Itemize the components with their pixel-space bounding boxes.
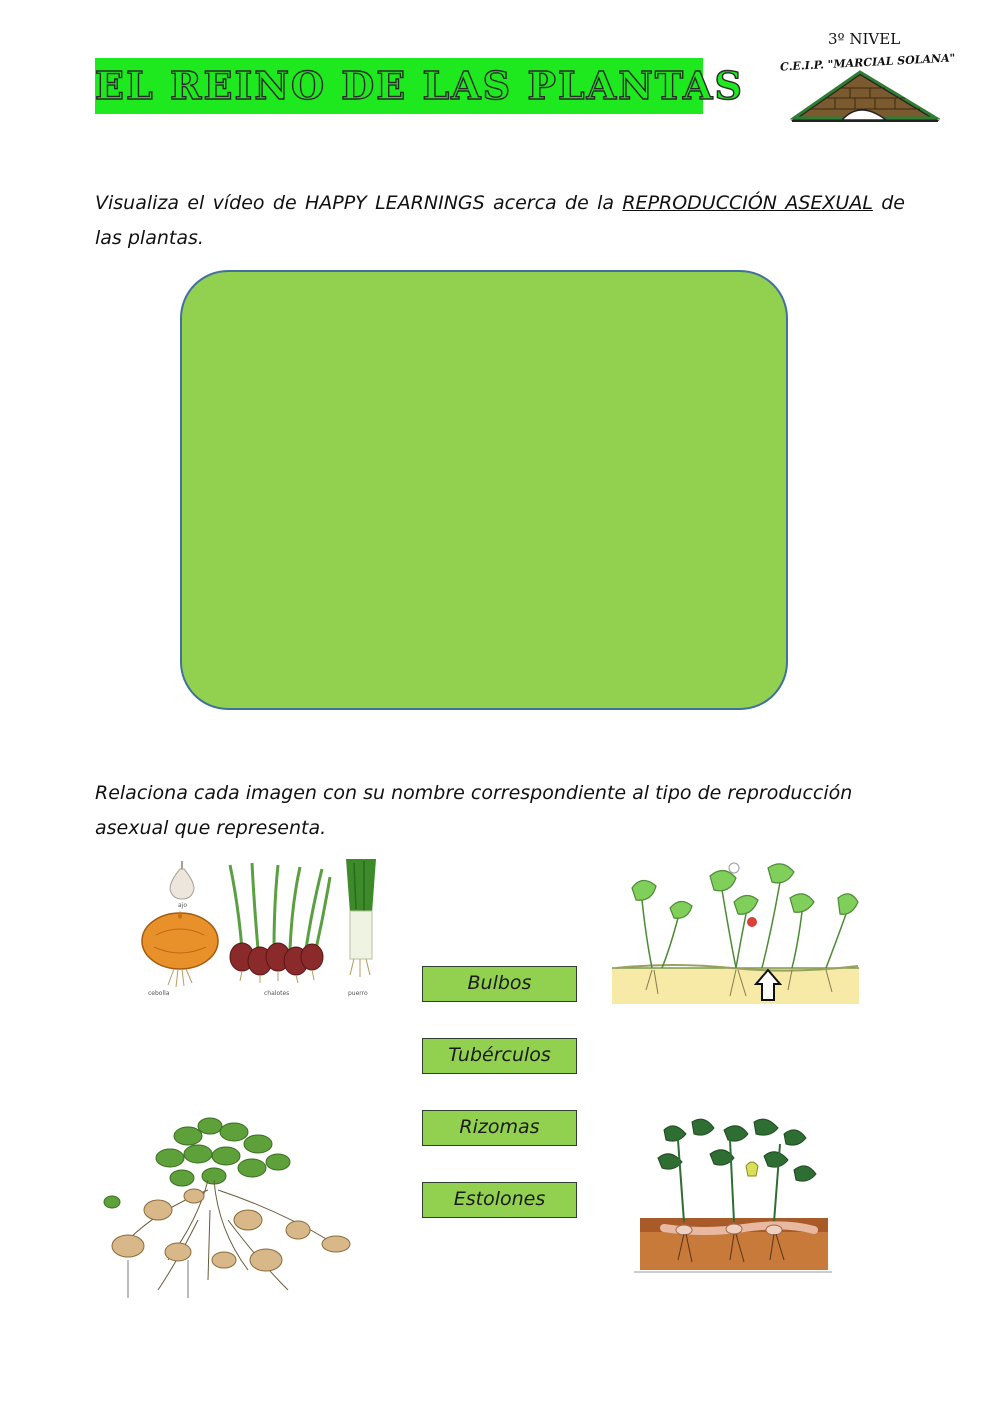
label-rizomas[interactable]: Rizomas [422,1110,577,1146]
label-tuberculos[interactable]: Tubérculos [422,1038,577,1074]
rhizomes-image [634,1110,832,1276]
school-level: 3º NIVEL [828,30,901,48]
school-logo-bridge [790,70,940,126]
caption-garlic: ajo [178,902,188,909]
stolons-image [612,858,859,1004]
title-banner [95,58,744,114]
school-name: C.E.I.P. "MARCIAL SOLANA" [779,51,956,74]
bulbs-image [140,853,384,998]
caption-leek: puerro [348,990,368,997]
label-bulbos[interactable]: Bulbos [422,966,577,1002]
instruction-video-text-after: de las plantas. [95,192,905,249]
instruction-video-text-before: Visualiza el vídeo de HAPPY LEARNINGS acerca de la [95,192,623,214]
instruction-match: Relaciona cada imagen con su nombre correspondiente al tipo de reproducción asexual que representa. [95,782,853,839]
label-estolones[interactable]: Estolones [422,1182,577,1218]
tubers-image [98,1110,352,1300]
instruction-video-underlined: REPRODUCCIÓN ASEXUAL [622,192,873,214]
leek-illustration [346,859,376,977]
video-placeholder[interactable] [180,270,788,710]
instruction-video [95,186,905,256]
caption-shallots: chalotes [264,990,290,997]
page-title: EL REINO DE LAS PLANTAS [95,63,744,108]
caption-onion: cebolla [148,990,170,997]
